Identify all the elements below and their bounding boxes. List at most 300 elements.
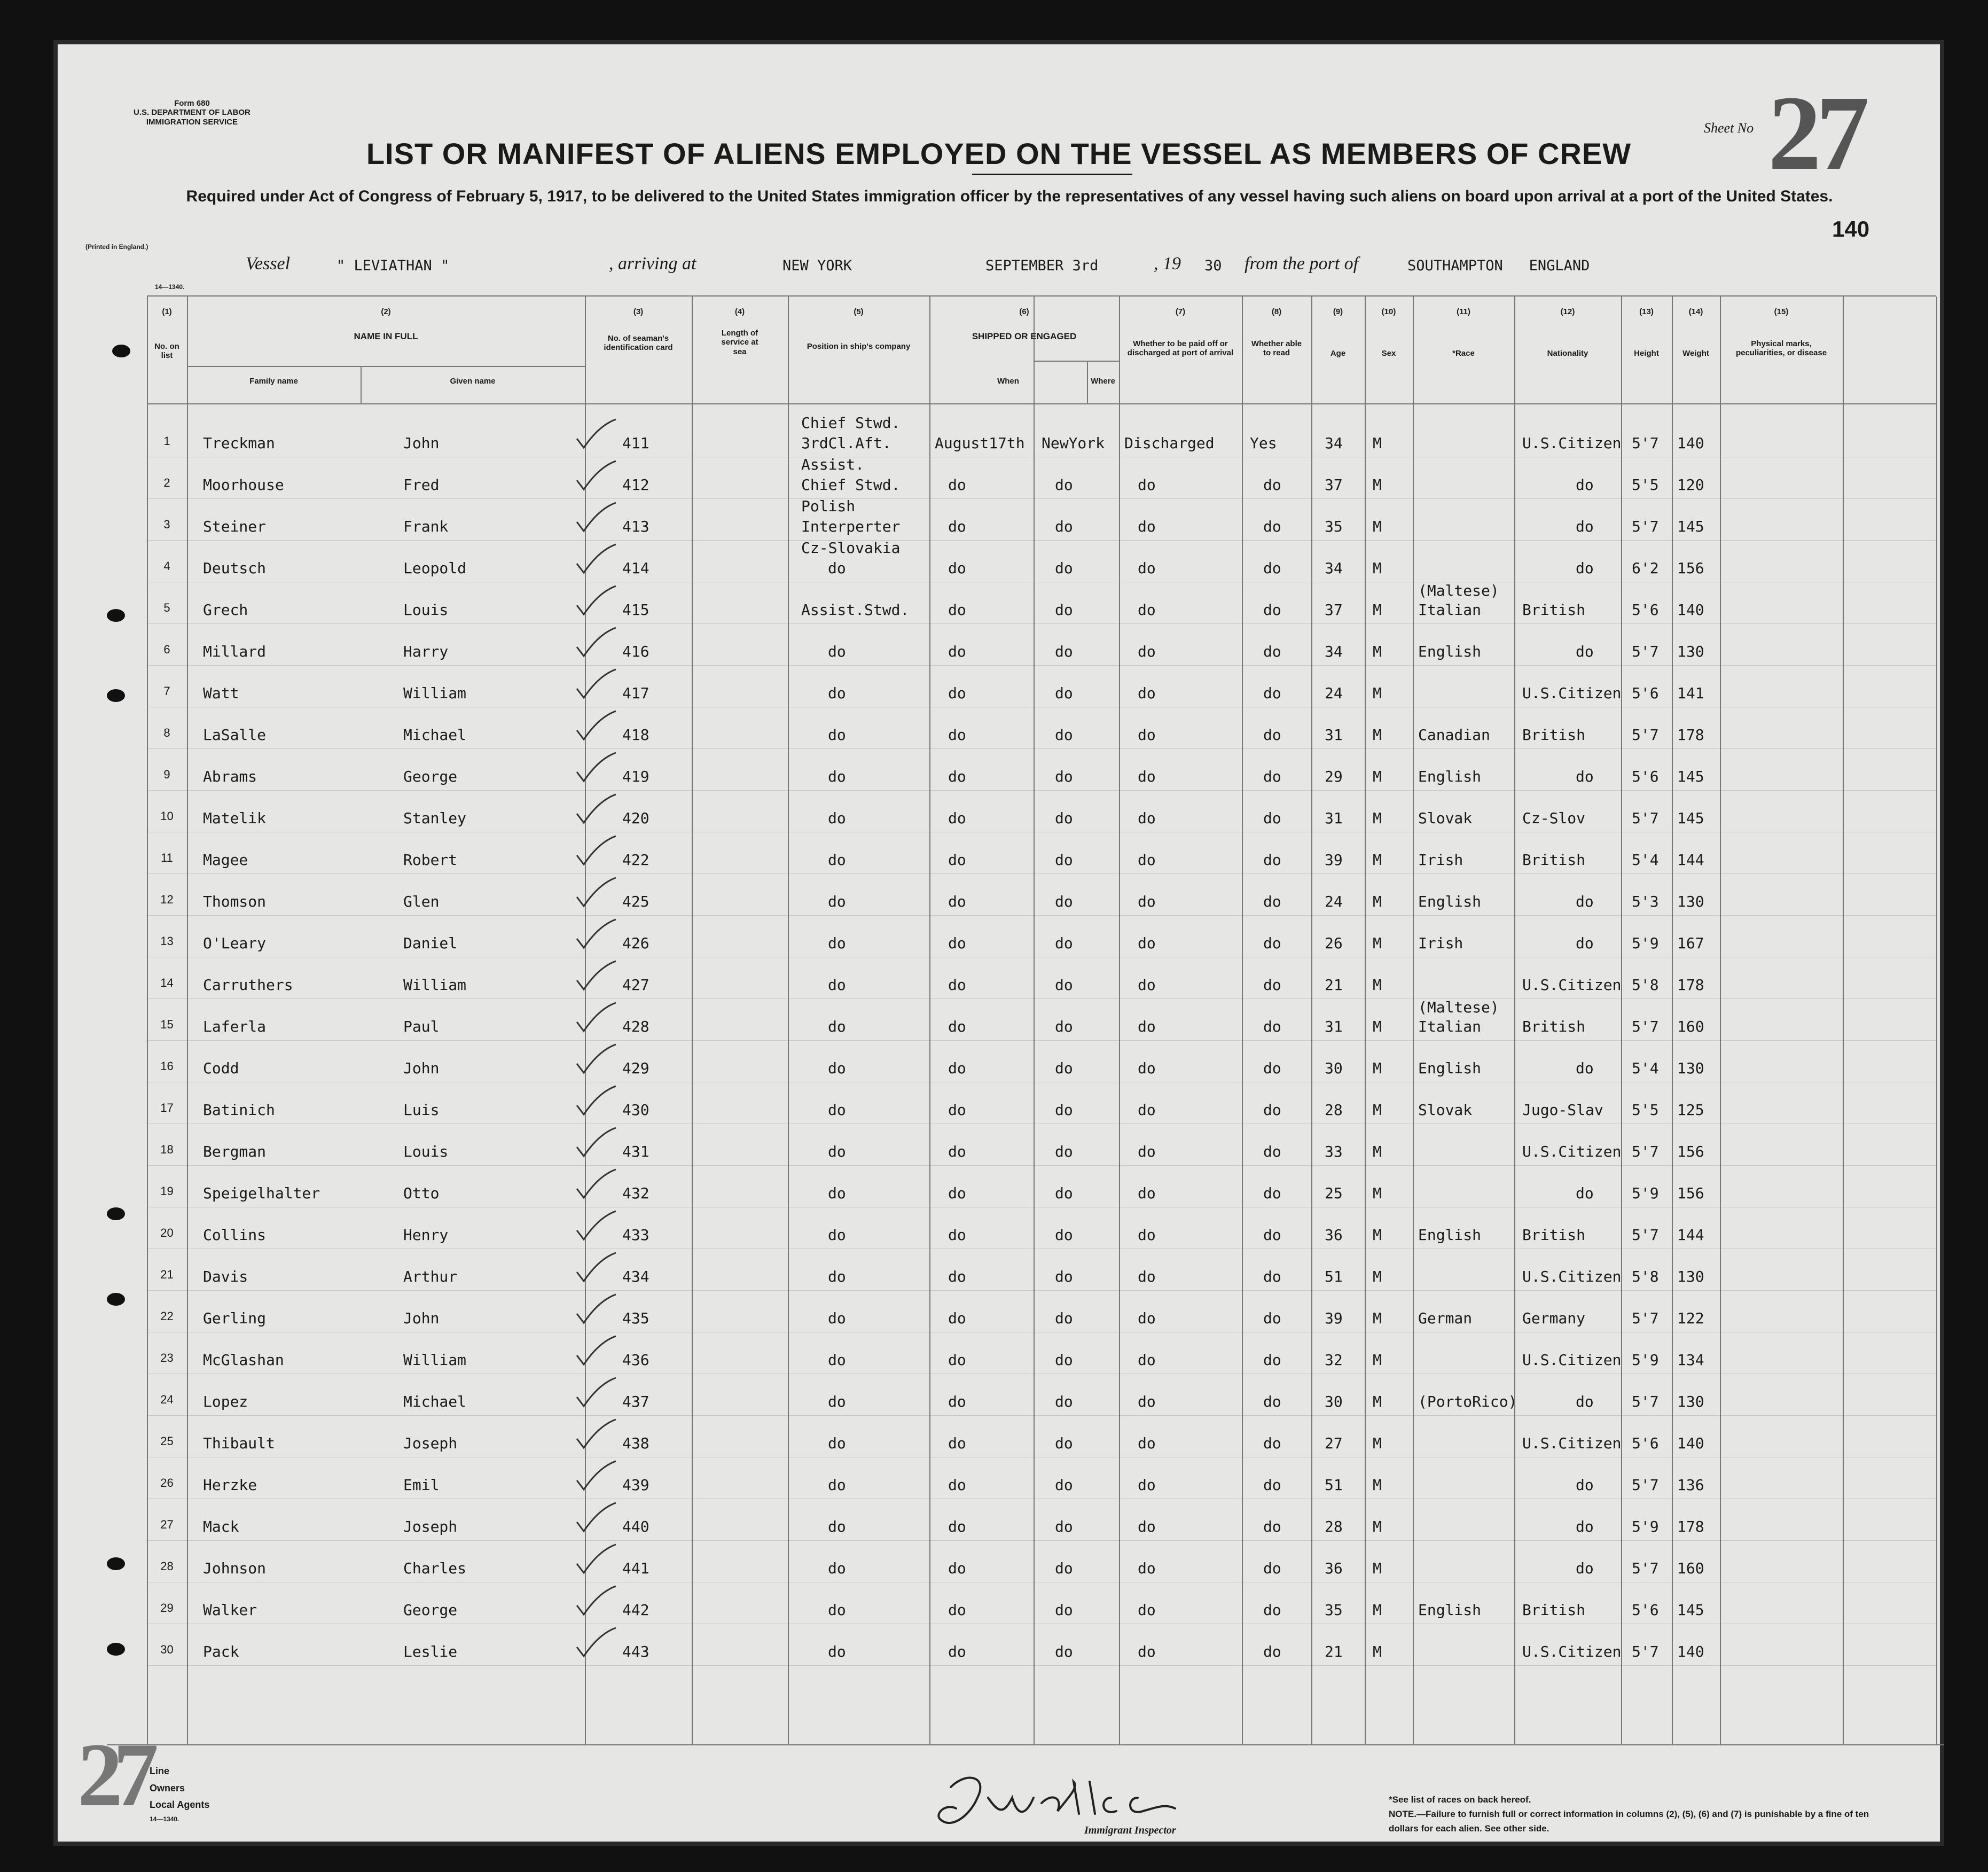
weight: 120 [1677, 476, 1704, 494]
row-number: 9 [163, 768, 170, 781]
race: English [1418, 1601, 1482, 1619]
given-name: Louis [403, 601, 449, 619]
row-number: 22 [160, 1309, 174, 1323]
row-rule [147, 665, 1936, 666]
age: 39 [1325, 1309, 1343, 1327]
nationality: U.S.Citizen [1522, 976, 1622, 994]
check-mark-icon [574, 1210, 617, 1242]
weight: 134 [1677, 1351, 1704, 1369]
given-name: Louis [403, 1143, 449, 1160]
row-number: 12 [160, 893, 174, 906]
shipped-where: do [1055, 1226, 1073, 1244]
weight: 130 [1677, 643, 1704, 660]
check-mark-icon [574, 1335, 617, 1367]
weight: 160 [1677, 1018, 1704, 1035]
sheet-label: Sheet No [1704, 120, 1754, 136]
position: do [828, 976, 846, 994]
shipped-when: do [948, 1559, 966, 1577]
family-name: Carruthers [203, 976, 293, 994]
paid-off: do [1138, 809, 1156, 827]
id-card-number: 429 [622, 1059, 649, 1077]
shipped-split-rule-h [1034, 361, 1119, 362]
check-mark-icon [574, 960, 617, 992]
check-mark-icon [574, 1627, 617, 1659]
weight: 145 [1677, 1601, 1704, 1619]
col7-num: (7) [1175, 307, 1186, 316]
age: 35 [1325, 1601, 1343, 1619]
position: do [828, 1434, 846, 1452]
given-name: Paul [403, 1018, 440, 1035]
col14-label: Weight [1682, 349, 1709, 358]
weight: 130 [1677, 1268, 1704, 1285]
row-number: 15 [160, 1018, 174, 1031]
row-number: 6 [163, 643, 170, 656]
nationality: U.S.Citizen [1522, 1268, 1622, 1285]
paid-off: do [1138, 601, 1156, 619]
col-rule [1119, 297, 1120, 1744]
nationality: Jugo-Slav [1522, 1101, 1603, 1119]
nationality: do [1576, 934, 1594, 952]
race: Irish [1418, 851, 1463, 869]
shipped-when: do [948, 1351, 966, 1369]
weight: 156 [1677, 1184, 1704, 1202]
age: 31 [1325, 809, 1343, 827]
col14-num: (14) [1688, 307, 1703, 316]
id-card-number: 436 [622, 1351, 649, 1369]
col-rule [1843, 297, 1844, 1744]
form-service: IMMIGRATION SERVICE [146, 117, 238, 127]
shipped-when: do [948, 1018, 966, 1035]
col9-label: Age [1330, 349, 1346, 358]
family-name: Moorhouse [203, 476, 284, 494]
position: Chief Stwd. [801, 476, 901, 494]
given-name: Michael [403, 1393, 467, 1410]
family-name: Thomson [203, 893, 267, 910]
given-name: Joseph [403, 1518, 458, 1535]
title-rule [972, 174, 1132, 175]
height: 5'7 [1632, 1643, 1659, 1660]
age: 51 [1325, 1268, 1343, 1285]
paid-off: do [1138, 934, 1156, 952]
sex: M [1373, 1101, 1382, 1119]
given-name: William [403, 976, 467, 994]
age: 29 [1325, 768, 1343, 785]
form-department: U.S. DEPARTMENT OF LABOR [134, 108, 251, 118]
height: 5'7 [1632, 726, 1659, 744]
col4-label: Length of service at sea [721, 329, 758, 356]
able-to-read: do [1263, 893, 1281, 910]
col-rule [1034, 297, 1035, 1744]
height: 5'7 [1632, 1559, 1659, 1577]
able-to-read: do [1263, 1601, 1281, 1619]
col-rule [1514, 297, 1515, 1744]
sex: M [1373, 726, 1382, 744]
given-name: Daniel [403, 934, 458, 952]
vessel-label: Vessel [246, 254, 291, 274]
able-to-read: do [1263, 976, 1281, 994]
position: do [828, 1309, 846, 1327]
col-rule [1672, 297, 1673, 1744]
shipped-where: do [1055, 559, 1073, 577]
race: Italian [1418, 601, 1482, 619]
weight: 130 [1677, 893, 1704, 910]
nationality: British [1522, 851, 1586, 869]
sex: M [1373, 1351, 1382, 1369]
shipped-where: do [1055, 1268, 1073, 1285]
family-name: Gerling [203, 1309, 267, 1327]
position: do [828, 1393, 846, 1410]
weight: 130 [1677, 1393, 1704, 1410]
col1-label: No. on list [154, 342, 179, 361]
shipped-where: do [1055, 934, 1073, 952]
check-mark-icon [574, 1293, 617, 1325]
row-rule [147, 1415, 1936, 1416]
family-name: LaSalle [203, 726, 267, 744]
page-number: 140 [1832, 216, 1870, 241]
sex: M [1373, 1268, 1382, 1285]
height: 5'7 [1632, 643, 1659, 660]
height: 5'6 [1632, 768, 1659, 785]
inspector-label: Immigrant Inspector [1084, 1824, 1176, 1836]
weight: 122 [1677, 1309, 1704, 1327]
sex: M [1373, 559, 1382, 577]
able-to-read: do [1263, 1018, 1281, 1035]
col5-label: Position in ship's company [807, 342, 911, 351]
id-card-number: 441 [622, 1559, 649, 1577]
family-name: Steiner [203, 518, 267, 535]
shipped-when: do [948, 1101, 966, 1119]
sex: M [1373, 1476, 1382, 1494]
age: 27 [1325, 1434, 1343, 1452]
nationality: do [1576, 518, 1594, 535]
position: do [828, 643, 846, 660]
check-mark-icon [574, 1502, 617, 1534]
paid-off: do [1138, 1018, 1156, 1035]
paid-off: do [1138, 768, 1156, 785]
table-top-rule [147, 295, 1936, 297]
sex: M [1373, 476, 1382, 494]
position: do [828, 1143, 846, 1160]
given-name: Leopold [403, 559, 467, 577]
id-card-number: 433 [622, 1226, 649, 1244]
weight: 140 [1677, 1643, 1704, 1660]
check-mark-icon [574, 460, 617, 492]
paid-off: do [1138, 893, 1156, 910]
col-rule [1720, 297, 1721, 1744]
nationality: British [1522, 726, 1586, 744]
race: English [1418, 1226, 1482, 1244]
id-card-number: 413 [622, 518, 649, 535]
shipped-where: do [1055, 768, 1073, 785]
family-name: Laferla [203, 1018, 267, 1035]
col10-num: (10) [1381, 307, 1396, 316]
shipped-where: do [1055, 809, 1073, 827]
height: 5'7 [1632, 1226, 1659, 1244]
height: 5'6 [1632, 1434, 1659, 1452]
race: English [1418, 893, 1482, 910]
weight: 141 [1677, 684, 1704, 702]
shipped-when: do [948, 768, 966, 785]
paid-off: do [1138, 1268, 1156, 1285]
paid-off: do [1138, 1476, 1156, 1494]
position-line-1: Cz-Slovakia [801, 539, 901, 557]
weight: 125 [1677, 1101, 1704, 1119]
sex: M [1373, 1393, 1382, 1410]
age: 36 [1325, 1226, 1343, 1244]
given-name: Charles [403, 1559, 467, 1577]
paid-off: do [1138, 1101, 1156, 1119]
height: 5'8 [1632, 1268, 1659, 1285]
shipped-where: do [1055, 1518, 1073, 1535]
row-number: 11 [161, 851, 173, 864]
footer-line-label: Line [150, 1766, 170, 1776]
row-rule [147, 540, 1936, 541]
check-mark-icon [574, 668, 617, 700]
page-title: LIST OR MANIFEST OF ALIENS EMPLOYED ON THE VESSEL AS MEMBERS OF CREW [366, 137, 1632, 170]
weight: 140 [1677, 434, 1704, 452]
able-to-read: do [1263, 518, 1281, 535]
id-card-number: 414 [622, 559, 649, 577]
row-number: 17 [160, 1101, 174, 1114]
family-name: Treckman [203, 434, 275, 452]
height: 6'2 [1632, 559, 1659, 577]
shipped-when: do [948, 1643, 966, 1660]
manifest-page [53, 40, 1944, 1846]
weight: 178 [1677, 976, 1704, 994]
able-to-read: do [1263, 1393, 1281, 1410]
check-mark-icon [574, 877, 617, 909]
position: do [828, 1184, 846, 1202]
position: do [828, 1226, 846, 1244]
punch-hole [107, 689, 125, 702]
position: do [828, 1101, 846, 1119]
family-name: Speigelhalter [203, 1184, 320, 1202]
paid-off: do [1138, 476, 1156, 494]
id-card-number: 439 [622, 1476, 649, 1494]
row-number: 19 [160, 1184, 174, 1198]
sex: M [1373, 601, 1382, 619]
col9-num: (9) [1333, 307, 1343, 316]
row-number: 16 [160, 1059, 174, 1073]
position: do [828, 851, 846, 869]
race: English [1418, 643, 1482, 660]
nationality: British [1522, 601, 1586, 619]
family-name: Deutsch [203, 559, 267, 577]
race: English [1418, 1059, 1482, 1077]
row-number: 27 [160, 1518, 174, 1531]
sex: M [1373, 1059, 1382, 1077]
row-rule [147, 1540, 1936, 1541]
shipped-when: do [948, 1601, 966, 1619]
check-mark-icon [574, 793, 617, 825]
row-number: 18 [160, 1143, 174, 1156]
col10-label: Sex [1381, 349, 1396, 358]
form-number: Form 680 [174, 99, 210, 108]
check-mark-icon [574, 543, 617, 575]
check-mark-icon [574, 585, 617, 617]
id-card-number: 443 [622, 1643, 649, 1660]
given-name: George [403, 768, 458, 785]
given-name: Otto [403, 1184, 440, 1202]
position: do [828, 1559, 846, 1577]
id-card-number: 428 [622, 1018, 649, 1035]
nationality: British [1522, 1018, 1586, 1035]
col15-num: (15) [1774, 307, 1789, 316]
nationality: U.S.Citizen [1522, 1643, 1622, 1660]
shipped-when: do [948, 934, 966, 952]
arrival-date: SEPTEMBER 3rd [985, 258, 1099, 274]
row-rule [147, 1040, 1936, 1041]
sex: M [1373, 976, 1382, 994]
shipped-when: do [948, 1518, 966, 1535]
shipped-where: do [1055, 1309, 1073, 1327]
paid-off: do [1138, 1559, 1156, 1577]
from-port-label: from the port of [1245, 254, 1359, 274]
check-mark-icon [574, 1168, 617, 1200]
row-number: 1 [163, 434, 170, 448]
shipped-where: do [1055, 1143, 1073, 1160]
age: 34 [1325, 559, 1343, 577]
col8-label: Whether able to read [1251, 339, 1302, 358]
family-name: Johnson [203, 1559, 267, 1577]
able-to-read: do [1263, 768, 1281, 785]
row-number: 4 [163, 559, 170, 573]
shipped-where: do [1055, 976, 1073, 994]
family-name: Watt [203, 684, 239, 702]
position: do [828, 1518, 846, 1535]
position: do [828, 893, 846, 910]
shipped-where: do [1055, 684, 1073, 702]
col11-label: *Race [1452, 349, 1475, 358]
row-number: 24 [160, 1393, 174, 1406]
check-mark-icon [574, 1543, 617, 1575]
given-name: Joseph [403, 1434, 458, 1452]
id-card-number: 418 [622, 726, 649, 744]
check-mark-icon [574, 1085, 617, 1117]
able-to-read: do [1263, 1268, 1281, 1285]
row-number: 23 [160, 1351, 174, 1364]
id-card-number: 417 [622, 684, 649, 702]
shipped-where: do [1055, 1018, 1073, 1035]
note-races: *See list of races on back hereof. [1389, 1795, 1531, 1805]
height: 5'4 [1632, 1059, 1659, 1077]
able-to-read: do [1263, 601, 1281, 619]
given-name: Luis [403, 1101, 440, 1119]
family-name: Bergman [203, 1143, 267, 1160]
height: 5'7 [1632, 1143, 1659, 1160]
given-name: Glen [403, 893, 440, 910]
check-mark-icon [574, 1127, 617, 1159]
shipped-where: do [1055, 1434, 1073, 1452]
footer-stamp-number: 27 [77, 1725, 149, 1825]
id-card-number: 411 [622, 434, 649, 452]
check-mark-icon [574, 752, 617, 784]
position: do [828, 1018, 846, 1035]
col15-label: Physical marks, peculiarities, or disease [1735, 339, 1827, 358]
sex: M [1373, 518, 1382, 535]
nationality: do [1576, 768, 1594, 785]
paid-off: do [1138, 1351, 1156, 1369]
row-rule [147, 623, 1936, 624]
paid-off: do [1138, 559, 1156, 577]
able-to-read: do [1263, 1059, 1281, 1077]
able-to-read: do [1263, 1184, 1281, 1202]
given-name: Emil [403, 1476, 440, 1494]
col5-num: (5) [854, 307, 864, 316]
age: 28 [1325, 1518, 1343, 1535]
col3-num: (3) [633, 307, 644, 316]
sex: M [1373, 684, 1382, 702]
position: do [828, 809, 846, 827]
sex: M [1373, 893, 1382, 910]
shipped-when: do [948, 684, 966, 702]
footer-owners-label: Owners [150, 1782, 185, 1793]
given-name: George [403, 1601, 458, 1619]
row-rule [147, 915, 1936, 916]
shipped-when: do [948, 1268, 966, 1285]
punch-hole [107, 609, 125, 622]
nationality: do [1576, 1184, 1594, 1202]
id-card-number: 426 [622, 934, 649, 952]
shipped-when: do [948, 1226, 966, 1244]
punch-hole [107, 1207, 125, 1220]
sex: M [1373, 1018, 1382, 1035]
able-to-read: do [1263, 1309, 1281, 1327]
shipped-where: do [1055, 1393, 1073, 1410]
id-card-number: 419 [622, 768, 649, 785]
family-name: Lopez [203, 1393, 248, 1410]
height: 5'7 [1632, 1018, 1659, 1035]
col-rule [929, 297, 930, 1744]
check-mark-icon [574, 1460, 617, 1492]
family-name: Codd [203, 1059, 239, 1077]
position: do [828, 1643, 846, 1660]
punch-hole [107, 1643, 125, 1656]
able-to-read: do [1263, 476, 1281, 494]
footer-note [1389, 1792, 1869, 1836]
family-name: Collins [203, 1226, 267, 1244]
weight: 160 [1677, 1559, 1704, 1577]
age: 32 [1325, 1351, 1343, 1369]
col-rule [187, 297, 188, 1744]
col2-num: (2) [381, 307, 391, 316]
id-card-number: 442 [622, 1601, 649, 1619]
row-rule [147, 790, 1936, 791]
nationality: do [1576, 1518, 1594, 1535]
col13-label: Height [1634, 349, 1659, 358]
given-name: Fred [403, 476, 440, 494]
row-number: 20 [160, 1226, 174, 1239]
col-rule [692, 297, 693, 1744]
id-card-number: 425 [622, 893, 649, 910]
col2-label: NAME IN FULL [354, 331, 418, 341]
weight: 136 [1677, 1476, 1704, 1494]
nationality: do [1576, 476, 1594, 494]
age: 31 [1325, 1018, 1343, 1035]
paid-off: do [1138, 851, 1156, 869]
able-to-read: do [1263, 1518, 1281, 1535]
row-number: 30 [160, 1643, 174, 1656]
shipped-when: do [948, 643, 966, 660]
shipped-when: do [948, 1184, 966, 1202]
able-to-read: do [1263, 1226, 1281, 1244]
able-to-read: do [1263, 1434, 1281, 1452]
race: German [1418, 1309, 1473, 1327]
position: do [828, 1351, 846, 1369]
shipped-where: do [1055, 726, 1073, 744]
age: 33 [1325, 1143, 1343, 1160]
id-card-number: 440 [622, 1518, 649, 1535]
